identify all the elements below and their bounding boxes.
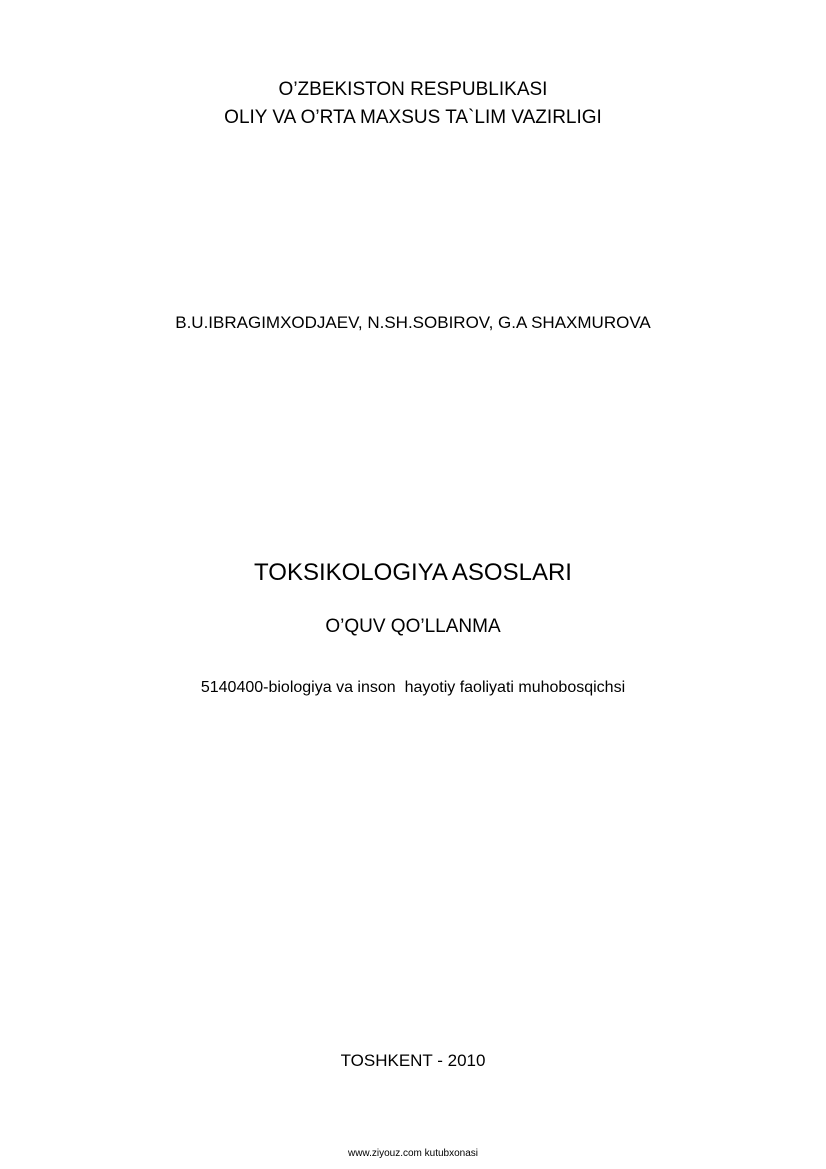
city-year: TOSHKENT - 2010 (340, 1051, 486, 1070)
ministry-line-2: OLIY VA O’RTA MAXSUS TA`LIM VAZIRLIGI (224, 107, 602, 128)
book-subtitle: O’QUV QO’LLANMA (325, 616, 501, 637)
specialty-line: 5140400-biologiya va inson hayotiy faoliyati muhobosqichsi (200, 679, 626, 696)
footer-source: www.ziyouz.com kutubxonasi (347, 1148, 479, 1159)
book-title: TOKSIKOLOGIYA ASOSLARI (254, 559, 572, 586)
authors: B.U.IBRAGIMXODJAEV, N.SH.SOBIROV, G.A SHAXMUROVA (175, 313, 651, 332)
ministry-line-1: O’ZBEKISTON RESPUBLIKASI (278, 79, 548, 100)
